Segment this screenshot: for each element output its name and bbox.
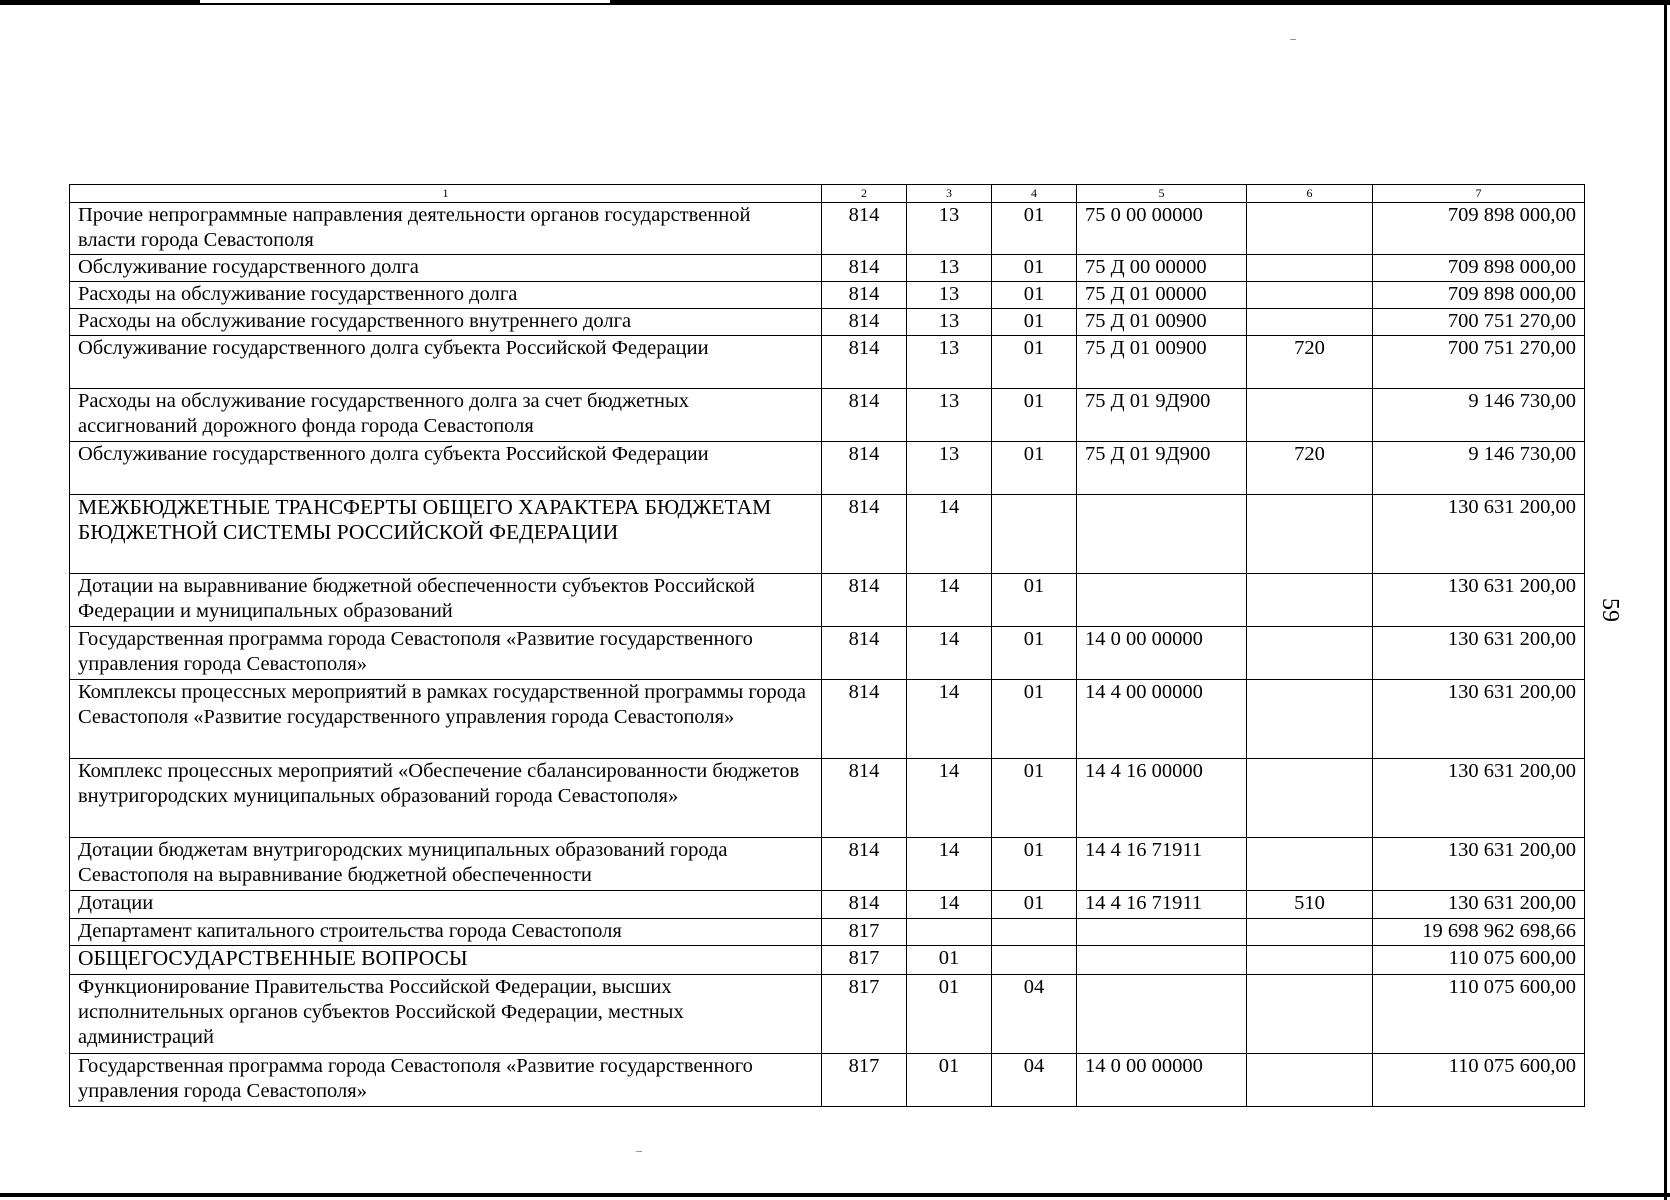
table-row [70,1054,1585,1107]
row-subsection-code [992,919,1077,946]
row-subsection-code: 01 [992,574,1077,627]
row-target-code: 14 4 16 71911 [1077,838,1247,891]
scan-edge-gap [200,0,610,3]
column-header: 7 [1373,185,1585,203]
row-ministry-code: 814 [822,838,907,891]
table-row [70,442,1585,495]
column-header: 4 [992,185,1077,203]
row-expense-type [1247,282,1373,309]
row-name: Функционирование Правительства Российской Федерации, высших исполнительных органов субъектов Российской Федерации, местных администраций [70,975,822,1054]
row-ministry-code: 814 [822,309,907,336]
row-section-code: 14 [907,495,992,574]
row-subsection-code [992,495,1077,574]
scan-speck [636,1151,642,1152]
row-ministry-code: 814 [822,891,907,919]
row-amount: 709 898 000,00 [1373,255,1585,282]
row-amount: 700 751 270,00 [1373,309,1585,336]
column-header: 5 [1077,185,1247,203]
row-name: Дотации [70,891,822,919]
table-row [70,309,1585,336]
row-section-code: 14 [907,891,992,919]
row-ministry-code: 814 [822,680,907,759]
table-row [70,336,1585,389]
row-ministry-code: 814 [822,442,907,495]
row-subsection-code [992,946,1077,975]
row-ministry-code: 814 [822,389,907,442]
row-expense-type [1247,975,1373,1054]
table-row [70,946,1585,975]
row-amount: 130 631 200,00 [1373,680,1585,759]
row-ministry-code: 814 [822,255,907,282]
row-name: Дотации на выравнивание бюджетной обеспеченности субъектов Российской Федерации и муниципальных образований [70,574,822,627]
row-expense-type [1247,838,1373,891]
page-number: 59 [1597,598,1623,622]
table-row [70,574,1585,627]
row-target-code [1077,574,1247,627]
table-row [70,255,1585,282]
row-name: Расходы на обслуживание государственного долга за счет бюджетных ассигнований дорожного фонда города Севастополя [70,389,822,442]
row-name: ОБЩЕГОСУДАРСТВЕННЫЕ ВОПРОСЫ [70,946,822,975]
table-row [70,759,1585,838]
row-section-code: 13 [907,203,992,255]
row-target-code: 75 Д 01 9Д900 [1077,442,1247,495]
row-subsection-code: 01 [992,680,1077,759]
row-amount: 130 631 200,00 [1373,627,1585,680]
row-expense-type [1247,255,1373,282]
row-ministry-code: 814 [822,495,907,574]
row-expense-type [1247,759,1373,838]
row-name: Расходы на обслуживание государственного долга [70,282,822,309]
row-target-code: 14 0 00 00000 [1077,627,1247,680]
row-ministry-code: 814 [822,282,907,309]
row-name: Расходы на обслуживание государственного внутреннего долга [70,309,822,336]
row-ministry-code: 817 [822,975,907,1054]
row-target-code: 14 4 00 00000 [1077,680,1247,759]
row-ministry-code: 814 [822,759,907,838]
row-subsection-code: 01 [992,627,1077,680]
row-subsection-code: 01 [992,891,1077,919]
table-row [70,975,1585,1054]
table-row [70,680,1585,759]
row-section-code: 14 [907,759,992,838]
row-name: МЕЖБЮДЖЕТНЫЕ ТРАНСФЕРТЫ ОБЩЕГО ХАРАКТЕРА БЮДЖЕТАМ БЮДЖЕТНОЙ СИСТЕМЫ РОССИЙСКОЙ ФЕДЕРАЦИИ [70,495,822,574]
column-header: 3 [907,185,992,203]
row-ministry-code: 817 [822,919,907,946]
row-subsection-code: 01 [992,282,1077,309]
row-ministry-code: 814 [822,627,907,680]
row-amount: 709 898 000,00 [1373,203,1585,255]
table-row [70,282,1585,309]
scan-speck [1290,39,1296,40]
row-section-code [907,919,992,946]
row-name: Прочие непрограммные направления деятельности органов государственной власти города Севастополя [70,203,822,255]
scan-edge-right [1664,0,1667,1200]
row-section-code: 01 [907,1054,992,1107]
row-subsection-code: 01 [992,255,1077,282]
row-expense-type: 720 [1247,442,1373,495]
row-amount: 709 898 000,00 [1373,282,1585,309]
table-row [70,627,1585,680]
row-section-code: 13 [907,442,992,495]
row-target-code [1077,919,1247,946]
table-row [70,919,1585,946]
row-name: Обслуживание государственного долга субъекта Российской Федерации [70,442,822,495]
row-expense-type [1247,919,1373,946]
row-subsection-code: 04 [992,975,1077,1054]
row-target-code: 75 Д 01 9Д900 [1077,389,1247,442]
table-row [70,203,1585,255]
row-name: Государственная программа города Севастополя «Развитие государственного управления города Севастополя» [70,627,822,680]
row-name: Департамент капитального строительства города Севастополя [70,919,822,946]
row-ministry-code: 814 [822,203,907,255]
row-section-code: 13 [907,282,992,309]
column-header: 1 [70,185,822,203]
row-subsection-code: 01 [992,309,1077,336]
row-target-code: 75 Д 01 00900 [1077,309,1247,336]
row-amount: 700 751 270,00 [1373,336,1585,389]
row-subsection-code: 01 [992,838,1077,891]
budget-table [69,184,1585,1107]
row-target-code [1077,495,1247,574]
row-name: Государственная программа города Севастополя «Развитие государственного управления города Севастополя» [70,1054,822,1107]
row-target-code: 14 0 00 00000 [1077,1054,1247,1107]
row-target-code: 75 Д 01 00000 [1077,282,1247,309]
row-section-code: 14 [907,627,992,680]
row-expense-type [1247,680,1373,759]
row-name: Дотации бюджетам внутригородских муниципальных образований города Севастополя на выравнивание бюджетной обеспеченности [70,838,822,891]
row-section-code: 14 [907,574,992,627]
row-target-code: 14 4 16 00000 [1077,759,1247,838]
row-section-code: 14 [907,838,992,891]
scan-edge-bottom [0,1193,1670,1197]
table-row [70,891,1585,919]
row-name: Комплекс процессных мероприятий «Обеспечение сбалансированности бюджетов внутригородских муниципальных образований города Севастополя» [70,759,822,838]
table-row [70,495,1585,574]
row-subsection-code: 01 [992,442,1077,495]
row-section-code: 13 [907,309,992,336]
row-expense-type [1247,495,1373,574]
row-ministry-code: 817 [822,946,907,975]
row-section-code: 01 [907,975,992,1054]
row-subsection-code: 01 [992,759,1077,838]
row-section-code: 14 [907,680,992,759]
column-header: 6 [1247,185,1373,203]
row-subsection-code: 01 [992,336,1077,389]
row-expense-type [1247,627,1373,680]
row-target-code: 75 0 00 00000 [1077,203,1247,255]
row-amount: 9 146 730,00 [1373,389,1585,442]
row-amount: 19 698 962 698,66 [1373,919,1585,946]
row-amount: 130 631 200,00 [1373,759,1585,838]
column-number-row [70,185,1585,203]
row-target-code [1077,975,1247,1054]
row-subsection-code: 01 [992,389,1077,442]
row-ministry-code: 814 [822,336,907,389]
row-amount: 130 631 200,00 [1373,891,1585,919]
row-amount: 130 631 200,00 [1373,838,1585,891]
row-section-code: 13 [907,336,992,389]
row-target-code: 75 Д 00 00000 [1077,255,1247,282]
row-target-code [1077,946,1247,975]
row-expense-type [1247,1054,1373,1107]
row-subsection-code: 01 [992,203,1077,255]
row-ministry-code: 814 [822,574,907,627]
table-row [70,389,1585,442]
row-target-code: 75 Д 01 00900 [1077,336,1247,389]
row-section-code: 13 [907,255,992,282]
row-expense-type [1247,946,1373,975]
row-expense-type [1247,203,1373,255]
row-amount: 110 075 600,00 [1373,946,1585,975]
row-name: Обслуживание государственного долга субъекта Российской Федерации [70,336,822,389]
row-subsection-code: 04 [992,1054,1077,1107]
row-ministry-code: 817 [822,1054,907,1107]
row-name: Комплексы процессных мероприятий в рамках государственной программы города Севастополя «Развитие государственного управления города Севастополя» [70,680,822,759]
table-row [70,838,1585,891]
row-section-code: 01 [907,946,992,975]
row-expense-type [1247,574,1373,627]
row-expense-type [1247,389,1373,442]
row-expense-type: 720 [1247,336,1373,389]
row-amount: 130 631 200,00 [1373,495,1585,574]
row-section-code: 13 [907,389,992,442]
column-header: 2 [822,185,907,203]
row-amount: 130 631 200,00 [1373,574,1585,627]
row-expense-type [1247,309,1373,336]
row-amount: 110 075 600,00 [1373,1054,1585,1107]
row-amount: 110 075 600,00 [1373,975,1585,1054]
row-amount: 9 146 730,00 [1373,442,1585,495]
row-name: Обслуживание государственного долга [70,255,822,282]
row-expense-type: 510 [1247,891,1373,919]
row-target-code: 14 4 16 71911 [1077,891,1247,919]
